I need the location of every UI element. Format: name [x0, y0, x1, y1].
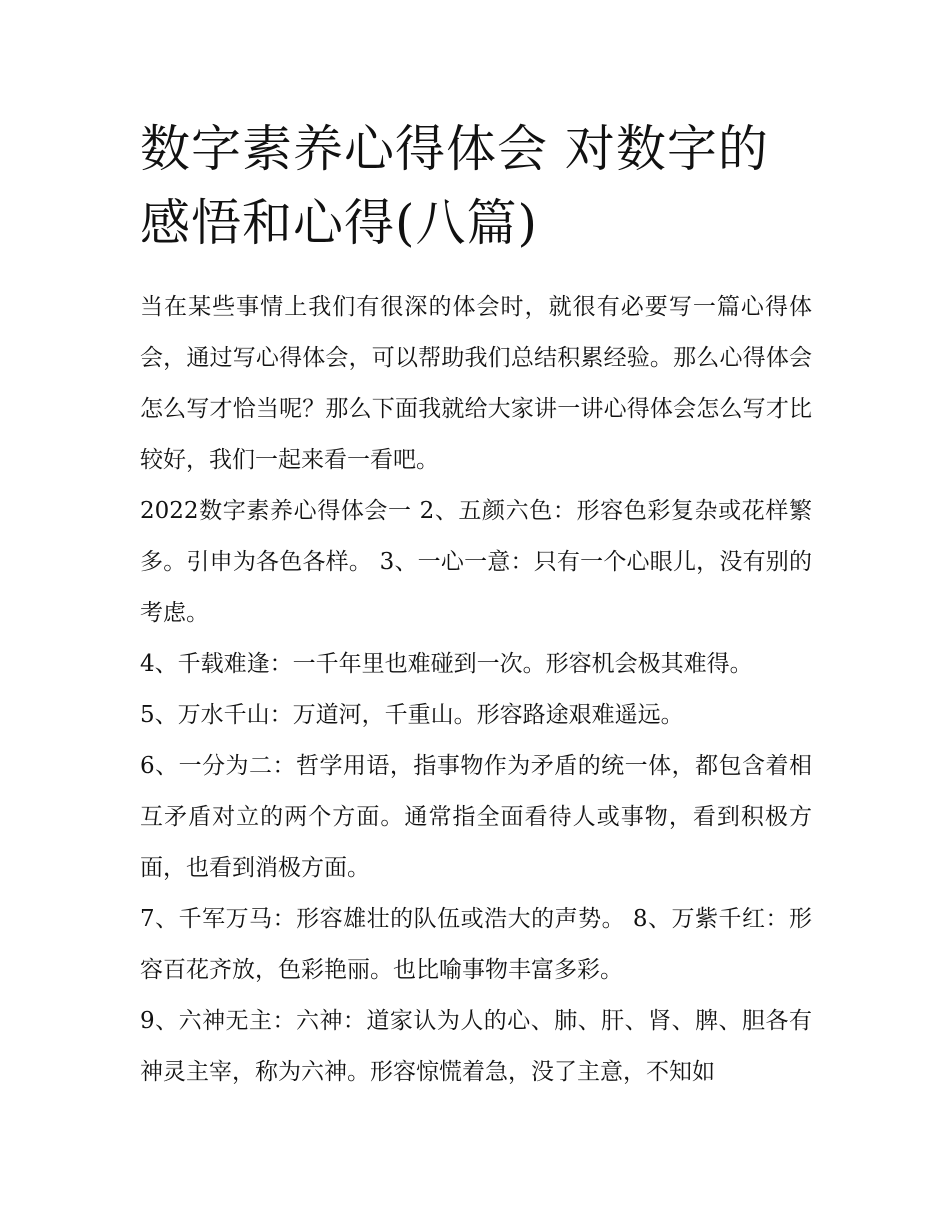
paragraph-intro: 当在某些事情上我们有很深的体会时，就很有必要写一篇心得体会，通过写心得体会，可以帮助我们总结积累经验。那么心得体会怎么写才恰当呢？那么下面我就给大家讲一讲心得体会怎么写才比较好，我们一起来看一看吧。	[140, 294, 812, 473]
paragraph-item-9: 9、六神无主：六神：道家认为人的心、肺、肝、肾、脾、胆各有神灵主宰，称为六神。形容惊慌着急，没了主意，不知如	[140, 1008, 812, 1085]
paragraph-item-2-3: 2022数字素养心得体会一 2、五颜六色：形容色彩复杂或花样繁多。引申为各色各样。 3、一心一意：只有一个心眼儿，没有别的考虑。	[140, 498, 812, 626]
document-title: 数字素养心得体会 对数字的感悟和心得(八篇)	[140, 120, 769, 252]
paragraph-item-5: 5、万水千山：万道河，千重山。形容路途艰难遥远。	[140, 702, 684, 728]
paragraph-item-7-8: 7、千军万马：形容雄壮的队伍或浩大的声势。 8、万紫千红：形容百花齐放，色彩艳丽。也比喻事物丰富多彩。	[140, 906, 812, 983]
paragraph-item-4: 4、千载难逢：一千年里也难碰到一次。形容机会极其难得。	[140, 651, 753, 677]
document-page	[140, 112, 812, 1098]
paragraph-item-6: 6、一分为二：哲学用语，指事物作为矛盾的统一体，都包含着相互矛盾对立的两个方面。通常指全面看待人或事物，看到积极方面，也看到消极方面。	[140, 753, 812, 881]
